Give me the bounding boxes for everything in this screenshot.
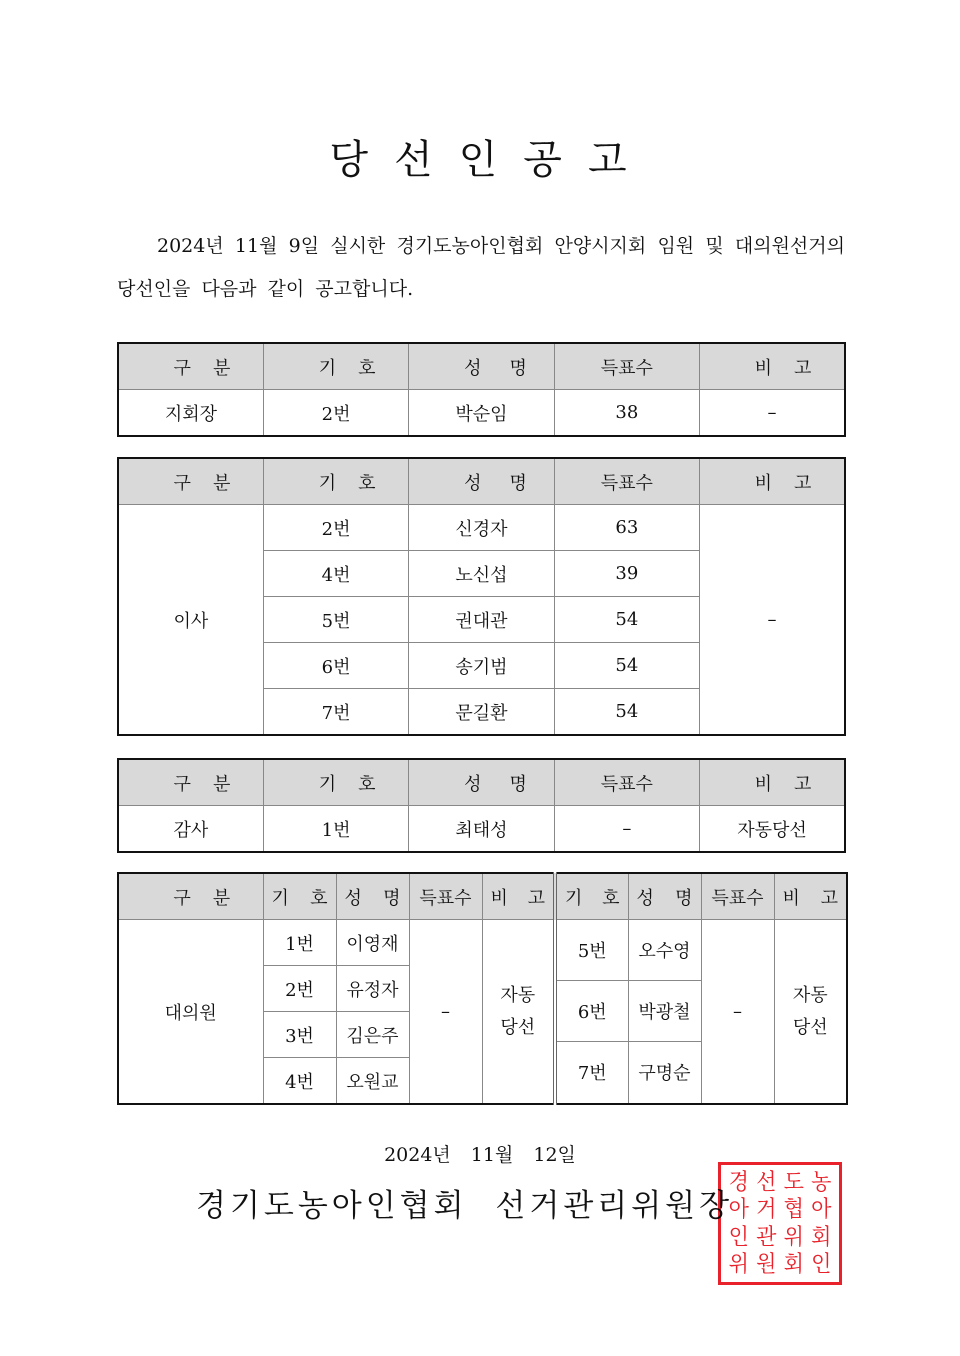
name-cell: 박순임 <box>409 390 554 437</box>
directors-table <box>117 457 846 736</box>
header-votes: 득표수 <box>554 458 699 505</box>
seal-char: 관 <box>756 1223 777 1250</box>
note-cell: – <box>700 390 845 437</box>
table-row <box>118 505 845 551</box>
header-category: 구분 <box>118 343 263 390</box>
number-cell: 1번 <box>263 920 336 966</box>
seal-char: 회 <box>783 1250 804 1277</box>
header-name: 성 명 <box>336 873 409 920</box>
name-cell: 문길환 <box>409 689 554 736</box>
table-header-row <box>118 458 845 505</box>
header-note: 비고 <box>700 343 845 390</box>
header-note-right: 비 고 <box>774 873 847 920</box>
delegates-table <box>117 872 848 1105</box>
header-name-right: 성 명 <box>628 873 701 920</box>
header-category: 구분 <box>118 759 263 806</box>
seal-char: 경 <box>728 1169 749 1196</box>
number-cell: 2번 <box>263 966 336 1012</box>
number-cell: 2번 <box>263 390 408 437</box>
header-note: 비 고 <box>482 873 555 920</box>
name-cell: 노신섭 <box>409 551 554 597</box>
votes-cell: – <box>554 806 699 853</box>
intro-paragraph: 2024년 11월 9일 실시한 경기도농아인협회 안양시지회 임원 및 대의원선거의 당선인을 다음과 같이 공고합니다. <box>117 235 845 300</box>
seal-char: 아 <box>728 1196 749 1223</box>
table-header-row <box>118 343 845 390</box>
note-cell: 자동당선 <box>700 806 845 853</box>
table-row <box>118 390 845 437</box>
auditor-table <box>117 758 846 853</box>
number-cell: 4번 <box>263 1058 336 1105</box>
votes-cell: – <box>409 920 482 1105</box>
header-number: 기호 <box>263 343 408 390</box>
category-cell: 이사 <box>118 505 263 736</box>
number-cell: 7번 <box>263 689 408 736</box>
seal-char: 도 <box>783 1169 804 1196</box>
header-votes-right: 득표수 <box>701 873 774 920</box>
seal-char: 아 <box>811 1196 832 1223</box>
document-title: 당선인공고 <box>329 137 653 183</box>
number-cell: 3번 <box>263 1012 336 1058</box>
number-cell: 5번 <box>263 597 408 643</box>
name-cell: 권대관 <box>409 597 554 643</box>
name-cell: 신경자 <box>409 505 554 551</box>
header-category: 구분 <box>118 458 263 505</box>
note-cell-right: 자동 당선 <box>774 920 847 1105</box>
category-cell: 대의원 <box>118 920 263 1105</box>
votes-cell: 63 <box>554 505 699 551</box>
header-name: 성명 <box>409 343 554 390</box>
name-cell: 최태성 <box>409 806 554 853</box>
seal-char: 위 <box>783 1223 804 1250</box>
seal-char: 인 <box>811 1250 832 1277</box>
name-cell-right: 구명순 <box>628 1041 701 1104</box>
number-cell: 4번 <box>263 551 408 597</box>
number-cell-right: 5번 <box>555 920 628 981</box>
votes-cell: 54 <box>554 689 699 736</box>
number-cell-right: 7번 <box>555 1041 628 1104</box>
number-cell: 2번 <box>263 505 408 551</box>
seal-char: 협 <box>783 1196 804 1223</box>
table-header-row <box>118 759 845 806</box>
header-number: 기호 <box>263 759 408 806</box>
note-cell: – <box>700 505 845 736</box>
seal-char: 농 <box>811 1169 832 1196</box>
category-cell: 지회장 <box>118 390 263 437</box>
votes-cell: 54 <box>554 643 699 689</box>
name-cell-right: 박광철 <box>628 980 701 1041</box>
number-cell-right: 6번 <box>555 980 628 1041</box>
votes-cell: 38 <box>554 390 699 437</box>
name-cell-right: 오수영 <box>628 920 701 981</box>
votes-cell: 54 <box>554 597 699 643</box>
seal-char: 인 <box>728 1223 749 1250</box>
header-number-right: 기 호 <box>555 873 628 920</box>
note-cell: 자동 당선 <box>482 920 555 1105</box>
name-cell: 유정자 <box>336 966 409 1012</box>
name-cell: 이영재 <box>336 920 409 966</box>
votes-cell: 39 <box>554 551 699 597</box>
seal-char: 거 <box>756 1196 777 1223</box>
header-category: 구분 <box>118 873 263 920</box>
number-cell: 6번 <box>263 643 408 689</box>
table-header-row <box>118 873 847 920</box>
seal-char: 위 <box>728 1250 749 1277</box>
name-cell: 오원교 <box>336 1058 409 1105</box>
official-seal <box>718 1162 842 1285</box>
header-votes: 득표수 <box>409 873 482 920</box>
header-number: 기호 <box>263 458 408 505</box>
header-votes: 득표수 <box>554 343 699 390</box>
category-cell: 감사 <box>118 806 263 853</box>
header-name: 성명 <box>409 759 554 806</box>
announcement-date: 2024년 11월 12일 <box>384 1144 576 1166</box>
branch-president-table <box>117 342 846 437</box>
header-name: 성명 <box>409 458 554 505</box>
header-note: 비고 <box>700 759 845 806</box>
name-cell: 송기범 <box>409 643 554 689</box>
seal-char: 원 <box>756 1250 777 1277</box>
signer-name: 경기도농아인협회 선거관리위원장 <box>196 1188 734 1224</box>
table-row <box>118 806 845 853</box>
seal-char: 선 <box>756 1169 777 1196</box>
name-cell: 김은주 <box>336 1012 409 1058</box>
number-cell: 1번 <box>263 806 408 853</box>
header-note: 비고 <box>700 458 845 505</box>
votes-cell-right: – <box>701 920 774 1105</box>
header-number: 기 호 <box>263 873 336 920</box>
seal-char: 회 <box>811 1223 832 1250</box>
header-votes: 득표수 <box>554 759 699 806</box>
